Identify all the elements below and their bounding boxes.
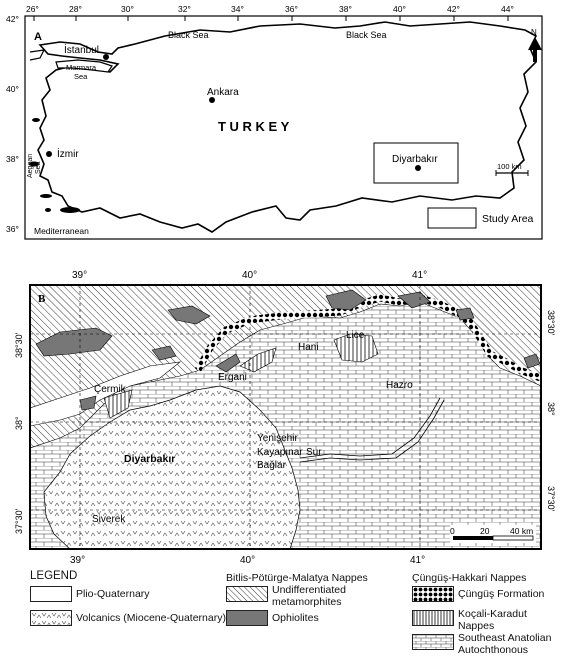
scale-b-40: 40 km — [510, 526, 534, 536]
lat-tick-40: 40° — [6, 84, 19, 94]
scale-b-20: 20 — [480, 526, 490, 536]
legend-label-cungus: Çüngüş Formation — [458, 588, 545, 600]
lon-b-39: 39° — [72, 270, 88, 281]
diyarbakir-label-a: Diyarbakır — [392, 154, 438, 165]
ankara-label: Ankara — [207, 87, 239, 98]
lon-b-40: 40° — [242, 270, 258, 281]
map-legend — [0, 566, 565, 660]
lat-b-right-38: 38° — [546, 402, 556, 416]
legend-label-autochthonous: Southeast Anatolian Autochthonous — [458, 632, 552, 656]
legend-swatch-volcanics — [30, 610, 72, 626]
legend-label-metamorphites: Undifferentiated metamorphites — [272, 584, 346, 608]
place-siverek: Siverek — [92, 514, 126, 525]
place-lice: Lice — [346, 330, 365, 341]
diyarbakir-marker-a — [415, 165, 421, 171]
scale-label-a: 100 km — [497, 162, 522, 171]
place-hazro: Hazro — [386, 380, 413, 391]
lon-tick-26: 26° — [26, 4, 39, 14]
study-area-legend-label: Study Area — [482, 213, 534, 225]
lon-tick-28: 28° — [69, 4, 82, 14]
lon-tick-40: 40° — [393, 4, 406, 14]
lon-tick-32: 32° — [178, 4, 191, 14]
lon-tick-44: 44° — [501, 4, 514, 14]
lon-tick-34: 34° — [231, 4, 244, 14]
legend-title: LEGEND — [30, 570, 78, 582]
lat-b-left-3730: 37°30' — [14, 508, 24, 534]
aegean-sea-label: AegeanSea — [27, 153, 42, 178]
legend-swatch-cungus — [412, 586, 454, 602]
legend-swatch-kocali — [412, 610, 454, 626]
legend-label-plio: Plio-Quaternary — [76, 588, 150, 600]
black-sea-west-label: Black Sea — [168, 30, 209, 40]
black-sea-east-label: Black Sea — [346, 30, 387, 40]
place-yenisehir: Yenişehir — [257, 433, 298, 444]
mediterranean-label: Mediterranean — [34, 226, 89, 236]
lon-b-41: 41° — [412, 270, 428, 281]
istanbul-marker — [103, 54, 109, 60]
thrace-coast — [30, 50, 44, 60]
lon-tick-42: 42° — [447, 4, 460, 14]
study-area-legend-box — [428, 208, 476, 228]
panel-b-label: B — [38, 293, 46, 305]
lon-b-40-bottom: 40° — [240, 555, 256, 566]
place-ergani: Ergani — [218, 372, 247, 383]
istanbul-label: İstanbul — [64, 45, 100, 56]
lat-b-right-3730: 37°30' — [546, 486, 556, 512]
legend-col3-title: Çüngüş-Hakkari Nappes — [412, 572, 527, 584]
lat-tick-42: 42° — [6, 14, 19, 24]
lon-tick-38: 38° — [339, 4, 352, 14]
lon-tick-36: 36° — [285, 4, 298, 14]
legend-col2-title: Bitlis-Pötürge-Malatya Nappes — [226, 572, 368, 584]
north-label: N — [531, 28, 537, 37]
marmara-sea-label: Marmara Sea — [66, 63, 97, 81]
legend-label-volcanics: Volcanics (Miocene-Quaternary) — [76, 612, 226, 624]
panel-a-label: A — [34, 31, 42, 43]
place-kayapinar: Kayapınar — [257, 447, 303, 458]
lon-b-39-bottom: 39° — [70, 555, 86, 566]
lon-b-41-bottom: 41° — [410, 555, 426, 566]
lat-tick-38: 38° — [6, 154, 19, 164]
country-label: T U R K E Y — [218, 119, 290, 134]
legend-swatch-ophiolites — [226, 610, 268, 626]
lat-b-right-3830: 38°30' — [546, 310, 556, 336]
place-cermik: Çermik — [94, 384, 126, 395]
legend-swatch-autochthonous — [412, 634, 454, 650]
scale-b-0: 0 — [450, 526, 455, 536]
lat-b-left-3830: 38°30' — [14, 332, 24, 358]
izmir-label: İzmir — [57, 149, 79, 160]
izmir-marker — [46, 151, 52, 157]
lat-tick-36: 36° — [6, 224, 19, 234]
legend-label-ophiolites: Ophiolites — [272, 612, 319, 624]
lat-b-left-38: 38° — [14, 416, 24, 430]
place-sur: Sur — [306, 447, 322, 458]
legend-label-kocali: Koçali-Karadut Nappes — [458, 608, 527, 632]
place-hani: Hani — [298, 342, 319, 353]
study-area-geology-map — [0, 258, 565, 568]
legend-swatch-plio — [30, 586, 72, 602]
turkey-location-map — [0, 0, 565, 260]
legend-swatch-metamorphites — [226, 586, 268, 602]
top-ticks — [34, 16, 508, 21]
lon-tick-30: 30° — [121, 4, 134, 14]
place-diyarbakir: Diyarbakır — [124, 453, 176, 465]
place-baglar: Bağlar — [257, 460, 286, 471]
scale-bar-b — [450, 525, 536, 543]
